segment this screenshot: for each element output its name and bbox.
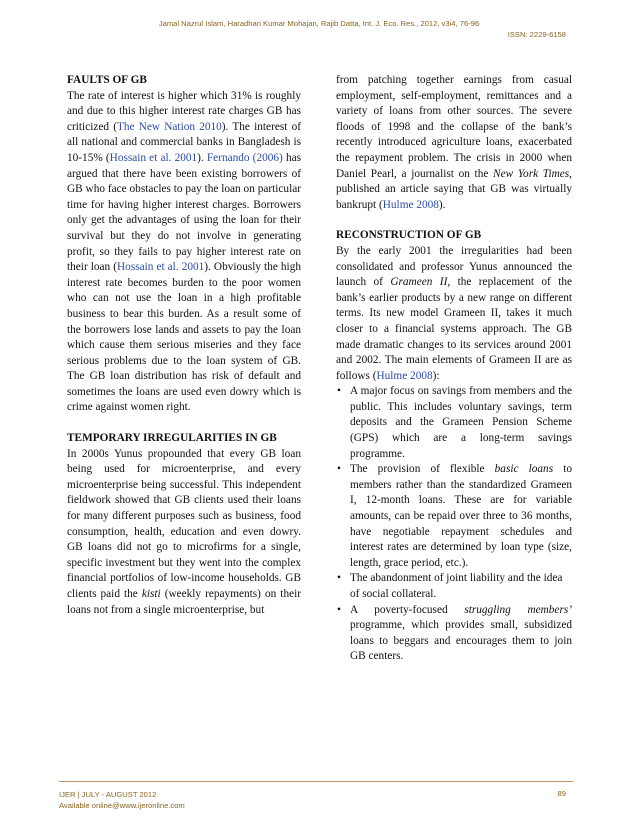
citation-link[interactable]: Hossain et al. 2001 [117,261,205,274]
right-column [336,73,572,665]
citation-link[interactable]: Hossain et al. 2001 [109,151,198,164]
temporary-paragraph: In 2000s Yunus propounded that every GB loan being used for microenterprise, and every microenterprise being successful. This independent fieldwork showed that GB clients used their loans for many different purposes such as business, food consumption, health, education and even dowry. GB loans did not go to microfirms for a single, specific investment but they went into the complex financial portfolios of low-income households. GB clients paid the kisti (weekly repayments) on their loans not from a single microenterprise, but [67,447,302,616]
page-number: 89 [557,789,566,798]
list-item: • A major focus on savings from members and the public. This includes voluntary savings, term deposits and the Grameen Pension Scheme (GPS) which are a long-term savings programme. [336,384,572,462]
footer-journal: IJER | JULY - AUGUST 2012 [59,790,157,799]
grameen-ii-list [336,384,572,665]
list-item: • The provision of flexible basic loans to members rather than the standardized Grameen I, 12-month loans. These are for variable amounts, can be repaid over three to 36 months, have negotiable repayment schedules and interest rates are determined by loan type (size, length, grace period, etc.). [336,462,572,571]
section-heading-faults: FAULTS OF GB [67,74,147,86]
section-heading-temporary: TEMPORARY IRREGULARITIES IN GB [67,432,277,445]
reconstruction-paragraph: By the early 2001 the irregularities had been consolidated and professor Yunus announced the launch of Grameen II, the replacement of the bank’s earlier products by a new range on different terms. Its new model Grameen II, takes it much closer to a financial systems approach. The GB made dramatic changes to its services around 2001 and 2002. The main elements of Grameen II are as follows (Hulme 2008): [336,244,573,382]
footer-rule [59,781,573,782]
list-item: • The abandonment of joint liability and the idea of social collateral. [336,571,572,602]
citation-link[interactable]: Fernando (2006) [206,151,283,164]
section-heading-reconstruction: RECONSTRUCTION OF GB [336,229,482,242]
citation-link[interactable]: The New Nation 2010 [116,120,222,133]
citation-link[interactable]: Hulme 2008 [382,198,439,211]
issn: ISSN: 2229-6158 [507,30,566,39]
citation-link[interactable]: Hulme 2008 [376,369,433,382]
faults-paragraph: The rate of interest is higher which 31% is roughly and due to this higher interest rate charges GB has criticized (The New Nation 2010). The interest of all national and commercial banks in Bangladesh is 10-15% (Hossain et al. 2001). Fernando (2006) has argued that there have been existing borrowers of GB who face obstacles to pay the loan on particular time for having higher interest charges. Borrowers only get the advantages of using the loan for their survival but they do not involve in generating profit, so they fails to pay higher interest rate on their loan (Hossain et al. 2001). Obviously the high interest rate becomes burden to the poor women who can not use the loan in a high profitable business to bear this burden. As a result some of the borrowers lose lands and assets to pay the loan which cause them serious miseries and they face serious problems due to the loan system of GB. The GB loan distribution has risk of default and sometimes the loans are used even dowry which is crime against women right. [67,89,301,414]
continued-paragraph: from patching together earnings from casual employment, self-employment, remittances and a variety of loans from other sources. The severe floods of 1998 and the collapse of the bank’s recently introduced agriculture loans, exacerbated the repayment problem. The crisis in 2000 when Daniel Pearl, a journalist on the New York Times, published an article saying that GB was virtually bankrupt (Hulme 2008). [336,74,572,211]
footer-online-link[interactable]: Available online@www.ijeronline.com [59,801,185,810]
left-column [67,73,301,618]
list-item: • A poverty-focused struggling members’ programme, which provides small, subsidized loans to beggars and encourages them to join GB centers. [336,603,572,665]
running-header: Jamal Nazrul Islam, Haradhan Kumar Mohajan, Rajib Datta, Int. J. Eco. Res., 2012, v3i4, 76-96 [158,19,480,28]
footer [59,789,185,811]
